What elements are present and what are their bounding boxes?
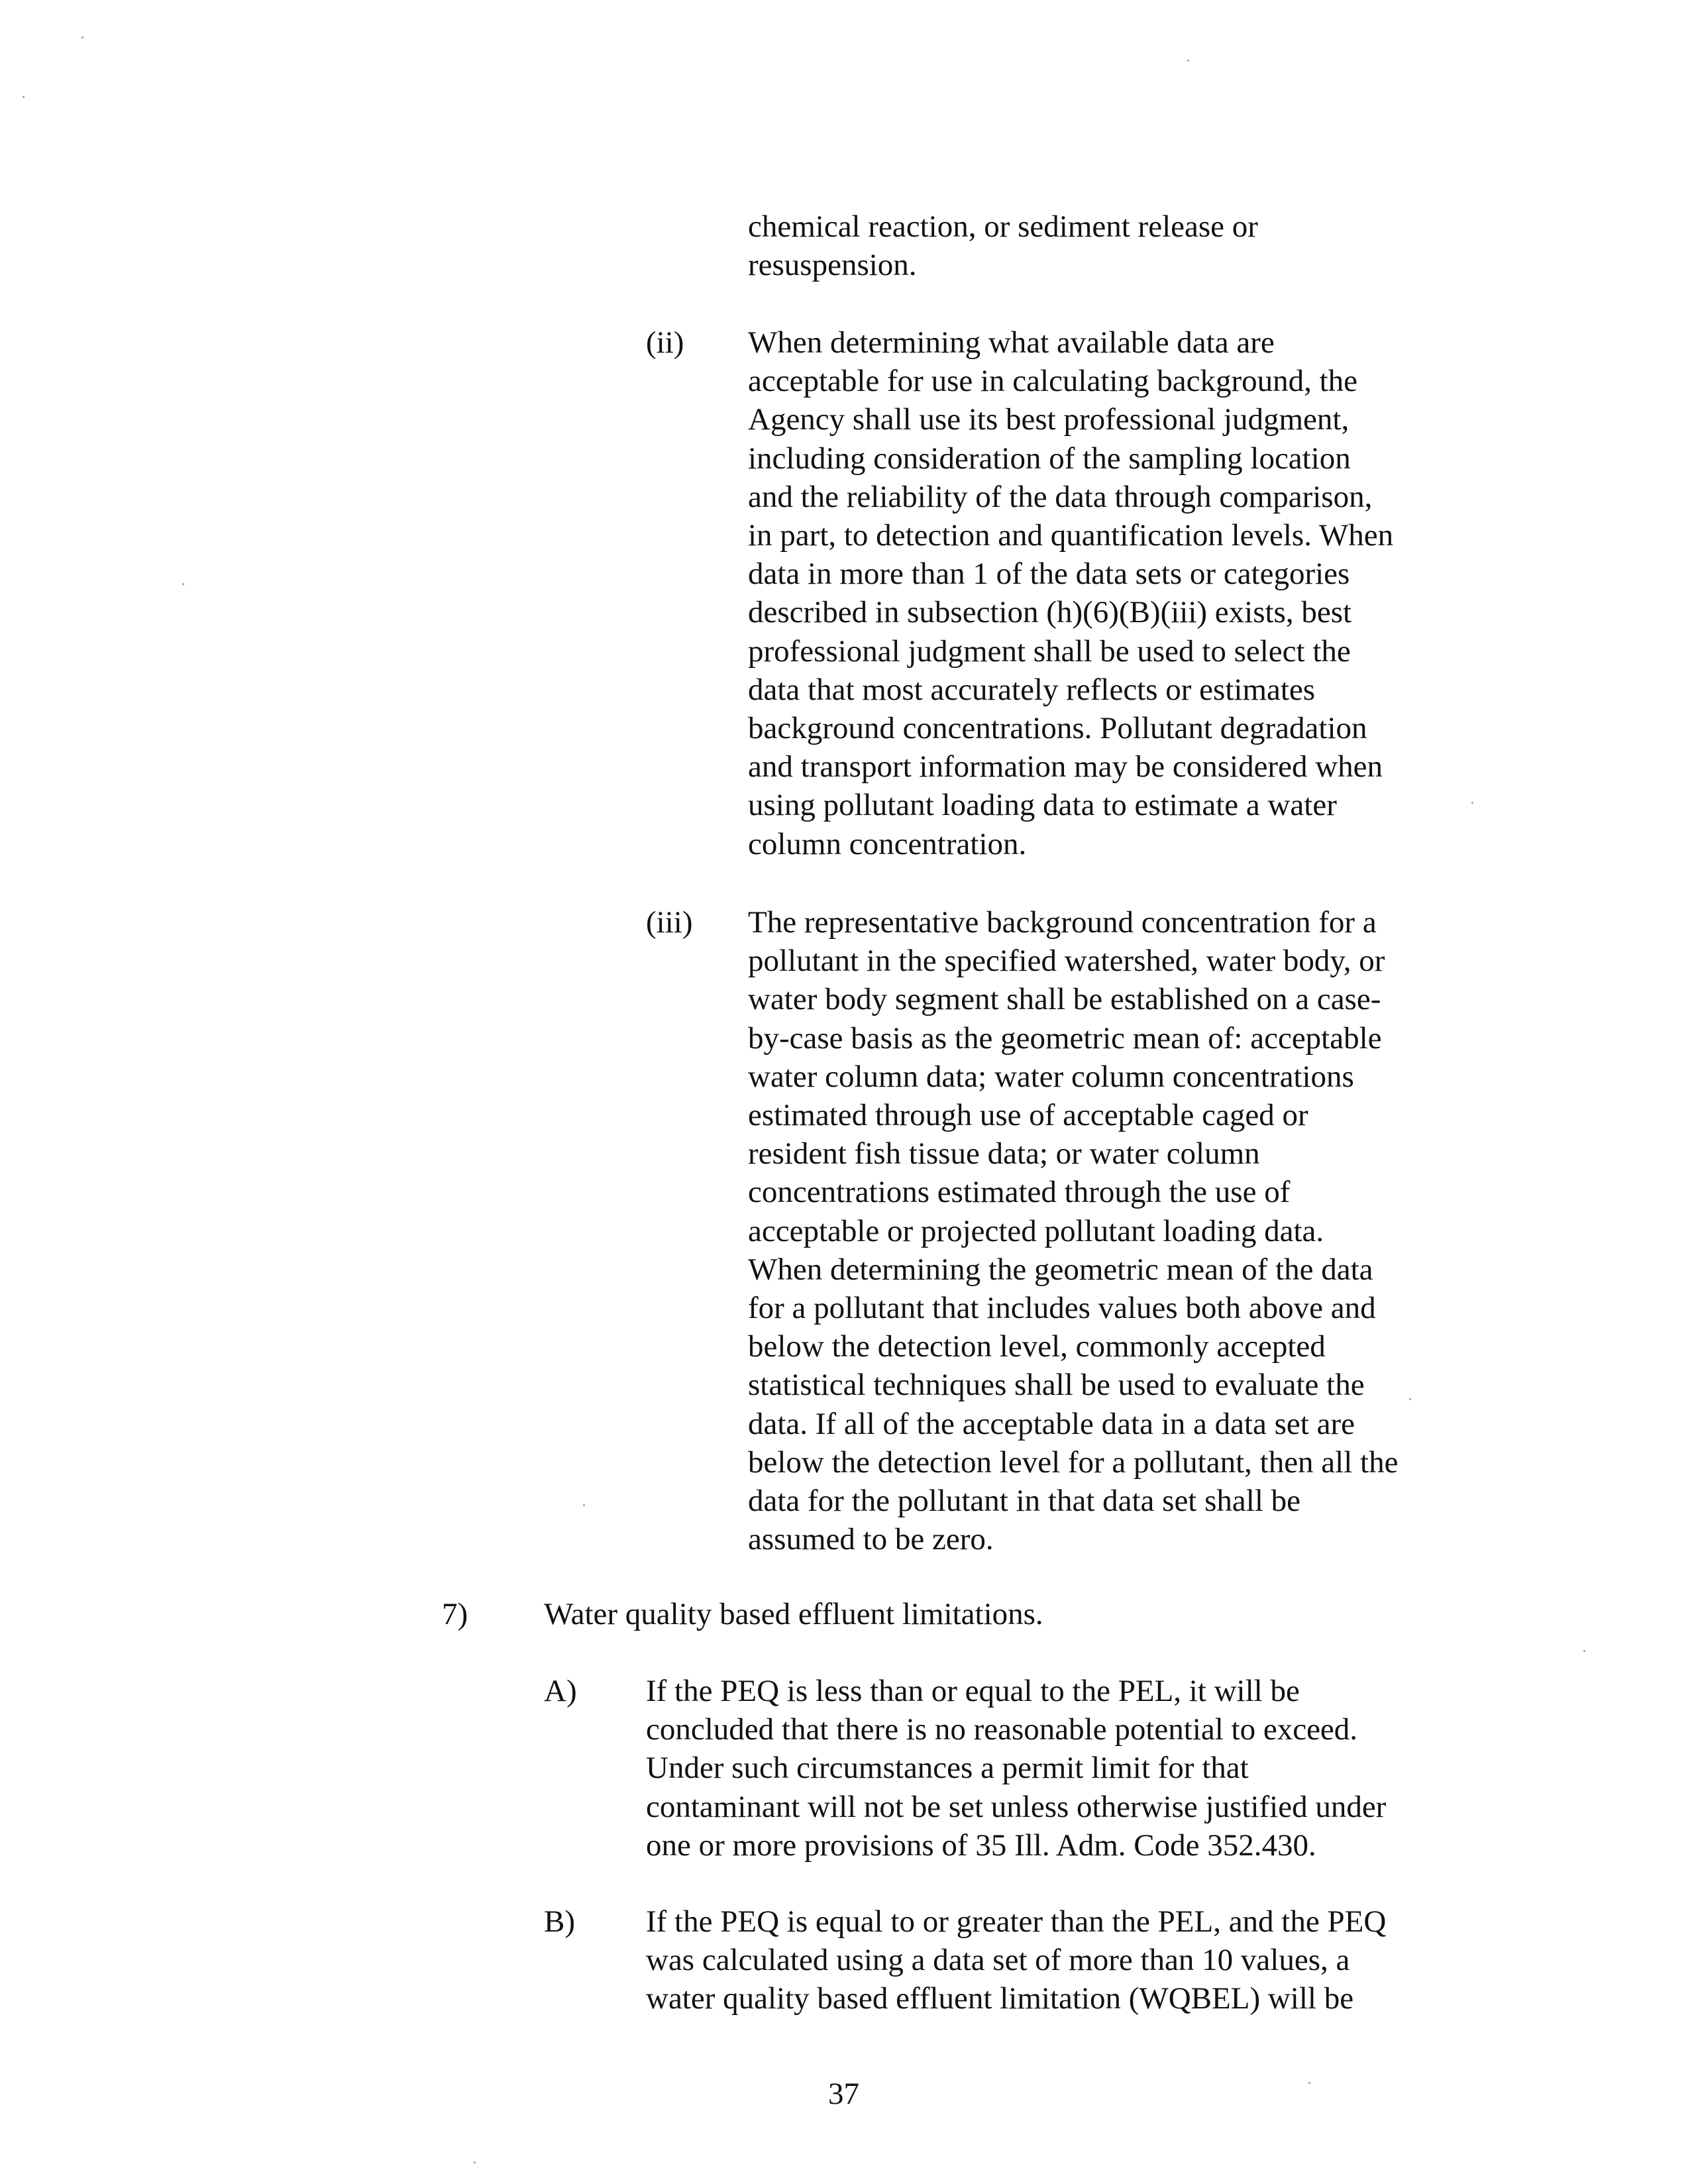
text-line: and the reliability of the data through comparison, [748, 479, 1373, 514]
text-line: water body segment shall be established on a case- [748, 982, 1381, 1017]
scan-speck [474, 2161, 476, 2163]
item-iii-paragraph [748, 903, 1398, 1558]
scan-speck [1471, 802, 1473, 804]
text-line: chemical reaction, or sediment release or [748, 209, 1258, 244]
text-line: and transport information may be considered when [748, 749, 1383, 785]
scan-speck [1308, 2082, 1310, 2084]
item-ii-label: (ii) [646, 325, 684, 360]
item-B-paragraph [646, 1902, 1386, 2018]
text-line: acceptable or projected pollutant loading data. [748, 1213, 1324, 1248]
text-line: described in subsection (h)(6)(B)(iii) exists, best [748, 595, 1352, 630]
text-line: concentrations estimated through the use of [748, 1175, 1291, 1210]
text-line: When determining what available data are [748, 325, 1275, 360]
text-line: The representative background concentration for a [748, 905, 1377, 940]
scan-speck [81, 36, 83, 38]
text-line: for a pollutant that includes values both above and [748, 1291, 1376, 1326]
page-number: 37 [828, 2077, 859, 2111]
text-line: using pollutant loading data to estimate a water [748, 788, 1337, 823]
text-line: by-case basis as the geometric mean of: acceptable [748, 1020, 1382, 1056]
text-line: was calculated using a data set of more than 10 values, a [646, 1943, 1350, 1978]
text-line: below the detection level for a pollutant, then all the [748, 1445, 1399, 1480]
text-line: water quality based effluent limitation (WQBEL) will be [646, 1981, 1354, 2016]
scan-speck [182, 583, 184, 585]
text-line: data. If all of the acceptable data in a data set are [748, 1406, 1355, 1441]
text-line: background concentrations. Pollutant degradation [748, 711, 1367, 746]
text-line: below the detection level, commonly accepted [748, 1329, 1326, 1364]
text-line: resuspension. [748, 248, 917, 283]
text-line: in part, to detection and quantification levels. When [748, 518, 1394, 553]
scan-speck [1409, 1398, 1411, 1400]
text-line: Under such circumstances a permit limit for that [646, 1751, 1249, 1786]
text-line: statistical techniques shall be used to evaluate the [748, 1368, 1365, 1403]
text-line: data in more than 1 of the data sets or categories [748, 557, 1350, 592]
text-line: assumed to be zero. [748, 1522, 994, 1557]
text-line: one or more provisions of 35 Ill. Adm. Code 352.430. [646, 1828, 1316, 1863]
text-line: professional judgment shall be used to select the [748, 633, 1351, 669]
item-A-label: A) [544, 1674, 577, 1708]
item-iii-label: (iii) [646, 905, 693, 940]
text-line: If the PEQ is less than or equal to the PEL, it will be [646, 1674, 1300, 1708]
text-line: water column data; water column concentrations [748, 1059, 1354, 1094]
continuation-paragraph [748, 207, 1258, 284]
text-line: data that most accurately reflects or estimates [748, 672, 1316, 707]
text-line: If the PEQ is equal to or greater than the PEL, and the PEQ [646, 1904, 1387, 1939]
text-line: column concentration. [748, 826, 1027, 861]
item-B-label: B) [544, 1904, 575, 1939]
text-line: data for the pollutant in that data set shall be [748, 1484, 1300, 1519]
text-line: Water quality based effluent limitations. [544, 1597, 1043, 1631]
scan-speck [1187, 60, 1189, 62]
text-line: contaminant will not be set unless otherwise justified under [646, 1789, 1387, 1824]
text-line: resident fish tissue data; or water column [748, 1136, 1260, 1172]
item-A-paragraph [646, 1672, 1386, 1865]
scan-speck [1583, 1650, 1585, 1652]
section-7-heading [544, 1595, 1043, 1633]
section-7-label: 7) [442, 1597, 468, 1631]
text-line: estimated through use of acceptable caged or [748, 1098, 1308, 1133]
text-line: pollutant in the specified watershed, water body, or [748, 944, 1385, 979]
text-line: including consideration of the sampling location [748, 441, 1351, 476]
text-line: When determining the geometric mean of the data [748, 1252, 1373, 1287]
scan-speck [23, 96, 25, 98]
scan-speck [583, 1504, 585, 1506]
text-line: acceptable for use in calculating background, the [748, 364, 1358, 399]
text-line: concluded that there is no reasonable potential to exceed. [646, 1712, 1358, 1747]
text-line: Agency shall use its best professional judgment, [748, 402, 1350, 437]
item-ii-paragraph [748, 323, 1393, 863]
